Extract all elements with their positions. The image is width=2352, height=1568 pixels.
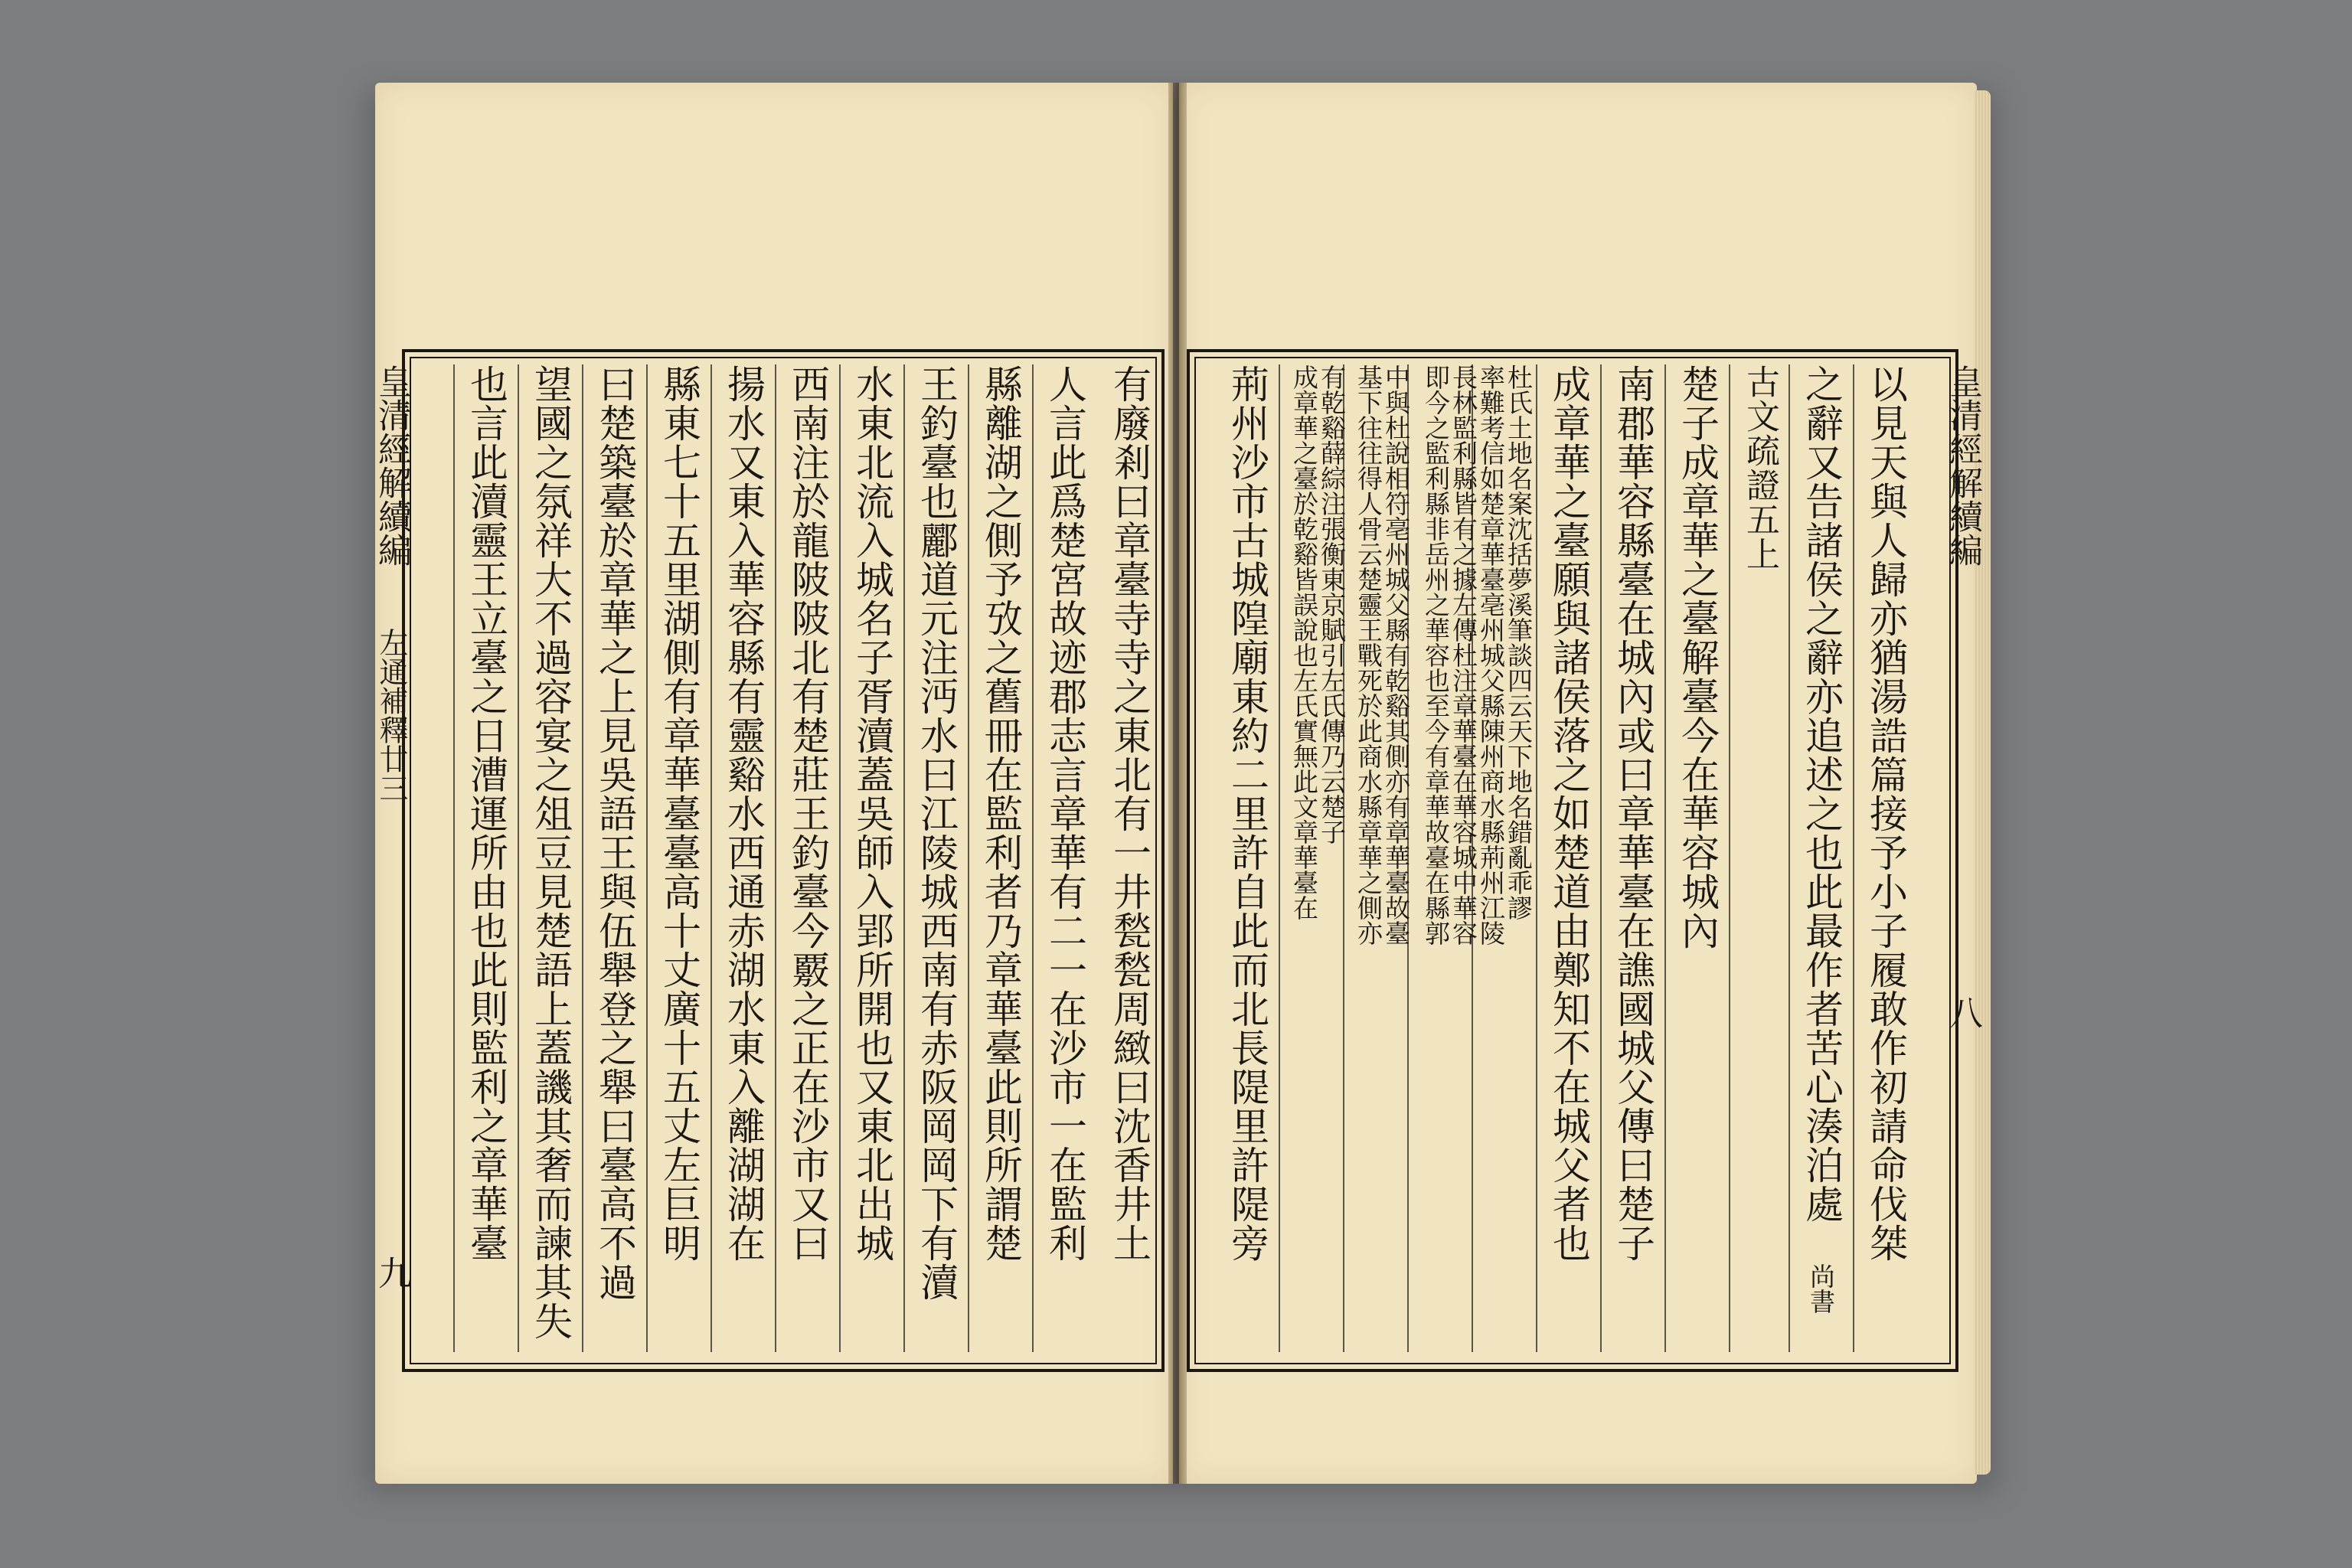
left-margin-title: 皇清經解續編 (372, 364, 411, 567)
column-rule (453, 364, 455, 1352)
column-rule (968, 364, 969, 1352)
text-column: 縣東七十五里湖側有章華臺臺高十丈廣十五丈左巨明 (657, 364, 701, 1263)
column-rule (1664, 364, 1666, 1352)
commentary-column: 杜氏土地名案沈括夢溪筆談四云天下地名錯亂乖謬 (1504, 364, 1534, 920)
text-column: 西南注於龍陂陂北有楚莊王釣臺今覈之正在沙市又曰 (786, 364, 830, 1263)
column-rule (775, 364, 776, 1352)
column-rule (710, 364, 712, 1352)
column-rule (839, 364, 841, 1352)
text-column: 水東北流入城名子胥瀆蓋吳師入郢所開也又東北出城 (850, 364, 894, 1263)
right-margin-title: 皇清經解續編 (1943, 364, 1982, 567)
text-column: 望國之氛祥大不過容宴之俎豆見楚語上蓋譏其奢而諫其失 (528, 364, 573, 1341)
text-column: 王釣臺也酈道元注沔水曰江陵城西南有赤阪岡岡下有瀆 (914, 364, 959, 1302)
commentary-column: 基下往往得人骨云楚靈王戰死於此商水縣章華之側亦 (1354, 364, 1383, 946)
text-column: 荊州沙市古城隍廟東約二里許自此而北長隄里許隄旁 (1225, 364, 1269, 1263)
text-column: 楚子成章華之臺解臺今在華容城內 (1675, 364, 1720, 950)
text-column: 曰楚築臺於章華之上見吳語王與伍舉登之舉曰臺高不過 (593, 364, 637, 1302)
book-gutter (1168, 83, 1187, 1484)
column-rule (1788, 364, 1790, 1352)
text-column: 揚水又東入華容縣有靈谿水西通赤湖水東入離湖湖在 (721, 364, 766, 1263)
text-column: 古文疏證五上 (1740, 364, 1779, 571)
commentary-column: 即今之監利縣非岳州之華容也至今有章華故臺在縣郭 (1421, 364, 1451, 946)
text-column: 縣離湖之側予攷之舊冊在監利者乃章華臺此則所謂楚 (978, 364, 1023, 1263)
text-column: 有廢剎曰章臺寺寺之東北有一井甃甃周緻曰沈香井土 (1107, 364, 1152, 1263)
column-rule (903, 364, 905, 1352)
column-rule (582, 364, 583, 1352)
commentary-column: 成章華之臺於乾谿皆誤說也左氏實無此文章華臺在 (1289, 364, 1319, 920)
left-margin-subtitle: 左通補釋廿三 (374, 628, 408, 802)
left-page-number: 九 (372, 1256, 411, 1289)
inline-annotation: 尚書 (1806, 1263, 1836, 1314)
text-column: 之辭又告諸侯之辭亦追述之也此最作者苦心湊泊處 (1799, 364, 1844, 1223)
commentary-column: 中與杜說相符亳州城父縣有乾谿其側亦有章華臺故臺 (1381, 364, 1411, 946)
commentary-column: 有乾谿薛綜注張衡東京賦引左氏傳乃云楚子 (1317, 364, 1347, 844)
column-rule (1729, 364, 1730, 1352)
page-edges (1974, 90, 1991, 1475)
column-rule (1032, 364, 1034, 1352)
commentary-column: 長林監利縣皆有之據左傳杜注章華臺在華容城中華容 (1449, 364, 1478, 946)
text-column: 以見天與人歸亦猶湯誥篇接予小子履敢作初請命伐桀 (1864, 364, 1908, 1263)
text-column: 也言此瀆靈王立臺之日漕運所由也此則監利之章華臺 (464, 364, 508, 1263)
column-rule (1536, 364, 1537, 1352)
commentary-column: 率難考信如楚章華臺亳州城父縣陳州商水縣荊州江陵 (1476, 364, 1506, 946)
column-rule (1853, 364, 1854, 1352)
text-column: 南郡華容縣臺在城內或曰章華臺在譙國城父傳曰楚子 (1611, 364, 1655, 1263)
column-rule (646, 364, 648, 1352)
text-column: 成章華之臺願與諸侯落之如楚道由鄭知不在城父者也 (1547, 364, 1591, 1263)
text-column: 人言此爲楚宮故迹郡志言章華有二一在沙市一在監利 (1043, 364, 1087, 1263)
right-page-number: 八 (1943, 995, 1982, 1029)
column-rule (1600, 364, 1602, 1352)
column-rule (518, 364, 519, 1352)
column-rule (1279, 364, 1280, 1352)
